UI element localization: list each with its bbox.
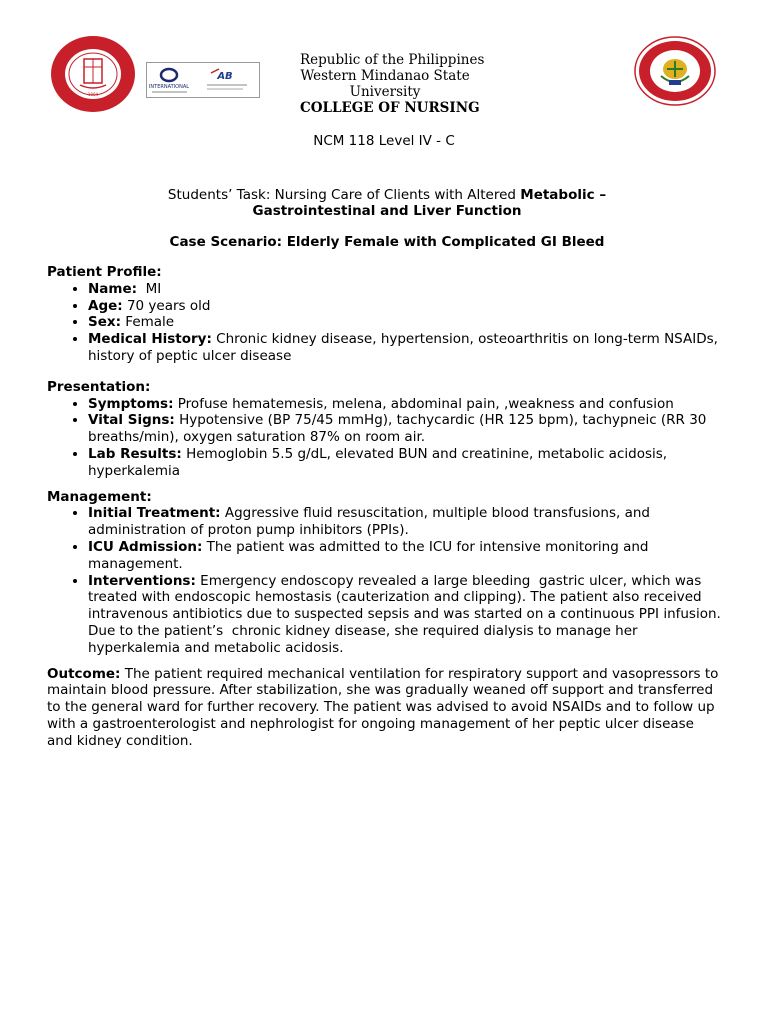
course-code: NCM 118 Level IV - C (313, 133, 455, 149)
wmsu-seal-left (50, 35, 136, 113)
header-line-college: COLLEGE OF NURSING (300, 100, 480, 116)
item-label: Age: (88, 297, 123, 314)
item-label: Lab Results: (88, 445, 182, 462)
item-text: Female (121, 314, 175, 331)
svg-text:1904: 1904 (87, 92, 99, 97)
item-label: Sex: (88, 314, 121, 331)
item-text: Emergency endoscopy revealed a large bleeding gastric ulcer, which was treated with endoscopic hemostasis (cauterization and clipping). The patient also received intravenous antibiotics due to suspected sepsis and was started on a continuous PPI infusion. Due to the patient’s chronic kidney disease, she required dialysis to manage her hyperkalemia and metabolic acidosis. (88, 572, 726, 656)
list-item (88, 505, 723, 539)
item-text: Aggressive fluid resuscitation, multiple blood transfusions, and administration of proton pump inhibitors (PPIs). (88, 505, 650, 539)
item-text: MI (137, 280, 162, 297)
students-task (120, 187, 654, 219)
partner-accreditation-logo (146, 62, 260, 98)
list-item (88, 331, 723, 365)
case-content (47, 264, 726, 750)
list-item (88, 446, 723, 480)
item-label: Medical History: (88, 331, 212, 348)
item-label: ICU Admission: (88, 538, 203, 555)
presentation-list (47, 396, 723, 480)
item-label: Initial Treatment: (88, 505, 221, 522)
wmsu-seal-right (634, 36, 716, 106)
header-line-university-1: Western Mindanao State (300, 68, 470, 84)
outcome-paragraph (47, 666, 723, 750)
patient-profile-heading: Patient Profile: (47, 264, 162, 280)
item-text: Hemoglobin 5.5 g/dL, elevated BUN and creatinine, metabolic acidosis, hyperkalemia (88, 445, 668, 479)
outcome-label: Outcome: (47, 665, 121, 682)
item-text: 70 years old (122, 297, 211, 314)
item-label: Interventions: (88, 572, 196, 589)
management-heading: Management: (47, 488, 152, 505)
task-prefix: Students’ Task: Nursing Care of Clients with Altered (167, 187, 521, 203)
presentation-heading: Presentation: (47, 378, 151, 395)
list-item (88, 314, 723, 331)
list-item (88, 298, 723, 315)
list-item (88, 412, 723, 446)
item-label: Vital Signs: (88, 412, 175, 429)
item-label: Name: (88, 280, 138, 297)
institution-header (300, 52, 485, 116)
svg-text:AB: AB (217, 71, 233, 82)
header-line-republic: Republic of the Philippines (300, 52, 485, 68)
list-item (88, 396, 723, 413)
item-text: The patient was admitted to the ICU for intensive monitoring and management. (88, 538, 649, 572)
list-item (88, 281, 723, 298)
management-list (47, 505, 726, 656)
svg-text:INTERNATIONAL: INTERNATIONAL (148, 84, 190, 90)
outcome-text: The patient required mechanical ventilation for respiratory support and vasopressors to maintain blood pressure. After stabilization, she was gradually weaned off support and transferred to the general ward for further recovery. The patient was advised to avoid NSAIDs and to follow up with a gastroenterologist and nephrologist for ongoing management of her peptic ulcer disease and kidney condition. (47, 665, 719, 749)
task-topic: Metabolic – Gastrointestinal and Liver Function (252, 187, 607, 219)
item-label: Symptoms: (88, 395, 174, 412)
case-scenario-title: Case Scenario: Elderly Female with Complicated GI Bleed (169, 234, 605, 250)
list-item (88, 572, 726, 657)
item-text: Hypotensive (BP 75/45 mmHg), tachycardic (HR 125 bpm), tachypneic (RR 30 breaths/min), oxygen saturation 87% on room air. (88, 412, 707, 446)
patient-profile-list (47, 281, 723, 365)
header-line-university-2: University (349, 84, 421, 100)
item-text: Chronic kidney disease, hypertension, osteoarthritis on long-term NSAIDs, history of peptic ulcer disease (88, 331, 718, 364)
item-text: Profuse hematemesis, melena, abdominal pain, ,weakness and confusion (173, 395, 674, 412)
list-item (88, 539, 723, 573)
